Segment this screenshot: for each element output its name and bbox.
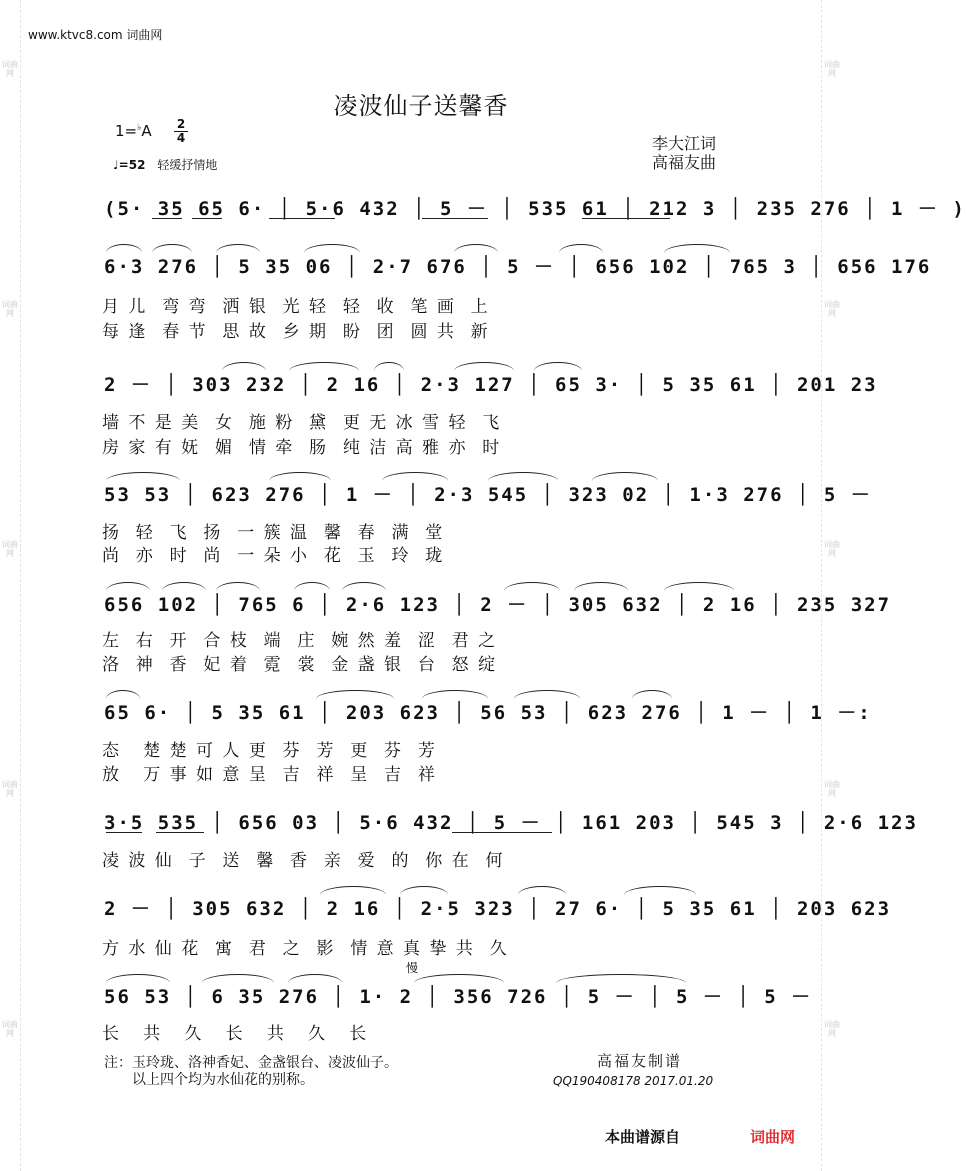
composer: 高福友曲: [652, 153, 717, 172]
staff-row-6: [104, 690, 872, 728]
source-link[interactable]: 词曲网: [750, 1128, 796, 1146]
lyrics-verse-1: 左 右 开 合 枝 端 庄 婉 然 羞 涩 君 之: [102, 631, 498, 651]
meter-bottom: 4: [174, 131, 188, 145]
song-title: 凌波仙子送馨香: [333, 92, 509, 120]
lyrics-ending: 长 共 久 长 共 久 长: [102, 1024, 369, 1044]
staff-row-7: [104, 800, 918, 838]
notation-line: 2 － │ 305 632 │ 2 16 │ 2·5 323 │ 27 6· │ 5 35 61 │ 203 623: [104, 898, 892, 920]
footnote-line-1: 玉玲珑、洛神香妃、金盏银台、凌波仙子。: [132, 1055, 398, 1071]
source-label: 本曲谱源自: [605, 1128, 681, 1146]
underline-beam: [106, 832, 142, 833]
flat-sign: ♭: [137, 123, 142, 133]
site-header[interactable]: www.ktvc8.com 词曲网: [28, 28, 163, 42]
underline-beam: [156, 832, 204, 833]
watermark: 词曲网: [2, 1020, 18, 1038]
lyricist: 李大江词: [652, 134, 717, 153]
watermark: 词曲网: [824, 300, 840, 318]
lyrics-verse-2: 尚 亦 时 尚 一 朵 小 花 玉 玲 珑: [102, 546, 445, 566]
lyrics-verse-2: 每 逢 春 节 思 故 乡 期 盼 团 圆 共 新: [102, 322, 490, 342]
notation-line: 53 53 │ 623 276 │ 1 － │ 2·3 545 │ 323 02 │ 1·3 276 │ 5 －: [104, 484, 872, 506]
expression-marking: 轻缓抒情地: [157, 158, 218, 172]
notation-line: (5· 35 65 6· │ 5·6 432 │ 5 － │ 535 61 │ 212 3 │ 235 276 │ 1 － ): [104, 198, 966, 220]
lyrics-verse-2: 房 家 有 妩 媚 情 牵 肠 纯 洁 高 雅 亦 时: [102, 438, 502, 458]
staff-row-4: [104, 472, 872, 510]
credits: [652, 134, 716, 172]
notation-line: 2 － │ 303 232 │ 2 16 │ 2·3 127 │ 65 3· │ 5 35 61 │ 201 23: [104, 374, 878, 396]
watermark: 词曲网: [2, 540, 18, 558]
lyrics-verse-1: 月 儿 弯 弯 洒 银 光 轻 轻 收 笔 画 上: [102, 297, 490, 317]
lyrics-refrain: 方 水 仙 花 寓 君 之 影 情 意 真 挚 共 久: [102, 939, 509, 959]
underline-beam: [152, 218, 182, 219]
watermark: 词曲网: [2, 300, 18, 318]
staff-row-9: [104, 974, 813, 1012]
staff-row-2: [104, 244, 932, 282]
staff-row-3: [104, 362, 878, 400]
transcriber: 高福友制谱: [597, 1052, 683, 1070]
underline-beam: [192, 218, 222, 219]
watermark: 词曲网: [824, 780, 840, 798]
underline-beam: [582, 218, 670, 219]
watermark: 词曲网: [2, 60, 18, 78]
staff-row-5: [104, 582, 892, 620]
lyrics-verse-1: 扬 轻 飞 扬 一 簇 温 馨 春 满 堂: [102, 523, 445, 543]
key-prefix: 1=: [115, 122, 138, 140]
notation-line: 3·5 535 │ 656 03 │ 5·6 432 │ 5 － │ 161 203 │ 545 3 │ 2·6 123: [104, 812, 918, 834]
transcription-date: QQ190408178 2017.01.20: [553, 1074, 714, 1088]
time-signature: [174, 118, 188, 145]
key-letter: A: [141, 122, 152, 140]
lyrics-verse-2: 放 万 事 如 意 呈 吉 祥 呈 吉 祥: [102, 765, 437, 785]
footnote: [104, 1055, 398, 1089]
footnote-line-2: 以上四个均为水仙花的别称。: [132, 1072, 314, 1088]
notation-line: 56 53 │ 6 35 276 │ 1· 2 │ 356 726 │ 5 － │ 5 － │ 5 －: [104, 986, 813, 1008]
footnote-label: 注：: [104, 1055, 132, 1071]
notation-line: 65 6· │ 5 35 61 │ 203 623 │ 56 53 │ 623 276 │ 1 － │ 1 －:: [104, 702, 872, 724]
lyrics-verse-2: 洛 神 香 妃 着 霓 裳 金 盏 银 台 怒 绽: [102, 655, 498, 675]
notation-line: 6·3 276 │ 5 35 06 │ 2·7 676 │ 5 － │ 656 102 │ 765 3 │ 656 176: [104, 256, 932, 278]
staff-row-8: [104, 886, 892, 924]
right-watermark-strip: [821, 0, 842, 1171]
lyrics-refrain: 凌 波 仙 子 送 馨 香 亲 爱 的 你 在 何: [102, 851, 505, 871]
watermark: 词曲网: [824, 1020, 840, 1038]
meter-top: 2: [176, 117, 186, 131]
tempo-marking: [113, 156, 217, 173]
tempo-bpm: ♩=52: [113, 158, 146, 172]
lyrics-verse-1: 态 楚 楚 可 人 更 芬 芳 更 芬 芳: [102, 741, 437, 761]
left-watermark-strip: [0, 0, 21, 1171]
underline-beam: [422, 218, 488, 219]
watermark: 词曲网: [2, 780, 18, 798]
tempo-slow-marking: 慢: [406, 961, 419, 975]
key-signature: [115, 122, 152, 140]
staff-row-1: [104, 186, 966, 224]
underline-beam: [269, 218, 335, 219]
watermark: 词曲网: [824, 540, 840, 558]
underline-beam: [452, 832, 552, 833]
notation-line: 656 102 │ 765 6 │ 2·6 123 │ 2 － │ 305 632 │ 2 16 │ 235 327: [104, 594, 892, 616]
watermark: 词曲网: [824, 60, 840, 78]
lyrics-verse-1: 墙 不 是 美 女 施 粉 黛 更 无 冰 雪 轻 飞: [102, 413, 502, 433]
